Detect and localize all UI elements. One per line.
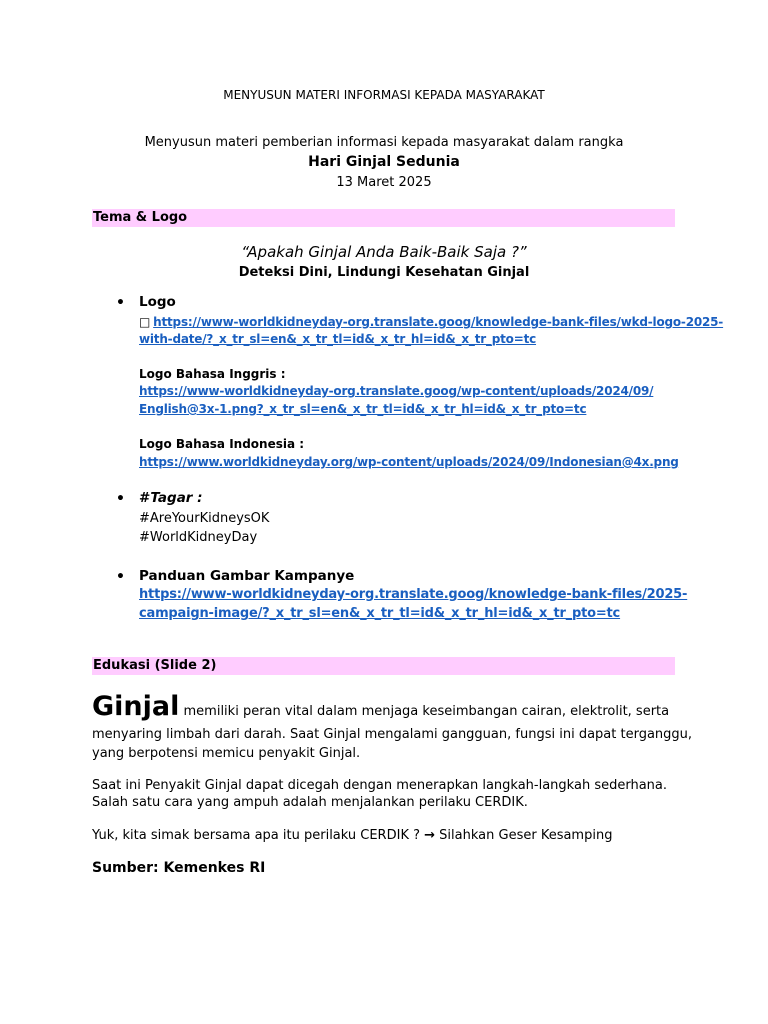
source-text: Sumber: Kemenkes RI: [92, 860, 266, 876]
tagar-heading: [139, 490, 203, 506]
edukasi-paragraph-3: [92, 828, 612, 843]
section-header-tema-logo: Tema & Logo: [92, 209, 675, 227]
event-date: 13 Maret 2025: [336, 175, 432, 190]
edukasi-paragraph-1-line2: menyaring limbah dari darah. Saat Ginjal mengalami gangguan, fungsi ini dapat terganggu,: [92, 727, 693, 742]
section-header-edukasi: Edukasi (Slide 2): [92, 657, 675, 675]
panduan-link-line1[interactable]: https://www-worldkidneyday-org.translate.goog/knowledge-bank-files/2025-: [139, 587, 688, 602]
bullet-tagar: •: [116, 491, 125, 507]
arrow-right-icon: →: [424, 828, 436, 843]
panduan-link-line2[interactable]: campaign-image/?_x_tr_sl=en&_x_tr_tl=id&_x_tr_hl=id&_x_tr_pto=tc: [139, 606, 621, 621]
theme-subtitle: Deteksi Dini, Lindungi Kesehatan Ginjal: [238, 265, 530, 280]
hashtag-item: #AreYourKidneysOK: [139, 511, 270, 526]
edukasi-paragraph-2-line1: Saat ini Penyakit Ginjal dapat dicegah dengan menerapkan langkah-langkah sederhana.: [92, 778, 667, 793]
edukasi-paragraph-1-line3: yang berpotensi memicu penyakit Ginjal.: [92, 746, 361, 761]
intro-text: Menyusun materi pemberian informasi kepada masyarakat dalam rangka: [144, 135, 624, 150]
logo-indonesia-link[interactable]: https://www.worldkidneyday.org/wp-content/uploads/2024/09/Indonesian@4x.png: [139, 455, 679, 469]
theme-quote: “Apakah Ginjal Anda Baik-Baik Saja ?”: [241, 243, 527, 261]
ginjal-dropword: Ginjal: [92, 691, 180, 722]
edukasi-p3-tail: Silahkan Geser Kesamping: [435, 828, 613, 843]
logo-link[interactable]: [139, 315, 723, 329]
tagar-colon: :: [192, 490, 203, 506]
edukasi-p3-text: Yuk, kita simak bersama apa itu perilaku CERDIK ?: [92, 828, 425, 843]
logo-link-line1[interactable]: https://www-worldkidneyday-org.translate.goog/knowledge-bank-files/wkd-logo-2025-: [153, 315, 724, 329]
edukasi-paragraph-1-line1: [92, 691, 669, 722]
logo-link-line2[interactable]: with-date/?_x_tr_sl=en&_x_tr_tl=id&_x_tr_hl=id&_x_tr_pto=tc: [139, 332, 537, 346]
hashtag-item: #WorldKidneyDay: [139, 530, 258, 545]
bullet-logo: •: [116, 295, 125, 311]
panduan-heading: Panduan Gambar Kampanye: [139, 568, 355, 584]
event-name: Hari Ginjal Sedunia: [308, 154, 460, 170]
bullet-panduan: •: [116, 569, 125, 585]
logo-indonesia-label: Logo Bahasa Indonesia :: [139, 437, 305, 451]
logo-heading: Logo: [139, 294, 176, 310]
tagar-hash: #: [139, 490, 151, 506]
logo-english-label: Logo Bahasa Inggris :: [139, 367, 286, 381]
logo-english-link-line1[interactable]: https://www-worldkidneyday-org.translate.goog/wp-content/uploads/2024/09/: [139, 384, 654, 398]
edukasi-paragraph-2-line2: Salah satu cara yang ampuh adalah menjalankan perilaku CERDIK.: [92, 795, 528, 810]
logo-english-link-line2[interactable]: English@3x-1.png?_x_tr_sl=en&_x_tr_tl=id&_x_tr_hl=id&_x_tr_pto=tc: [139, 402, 587, 416]
edukasi-p1-line1-text: memiliki peran vital dalam menjaga keseimbangan cairan, elektrolit, serta: [179, 704, 670, 719]
document-title: MENYUSUN MATERI INFORMASI KEPADA MASYARAKAT: [223, 88, 545, 102]
tagar-word: Tagar: [150, 490, 193, 506]
box-icon: □: [139, 315, 151, 329]
